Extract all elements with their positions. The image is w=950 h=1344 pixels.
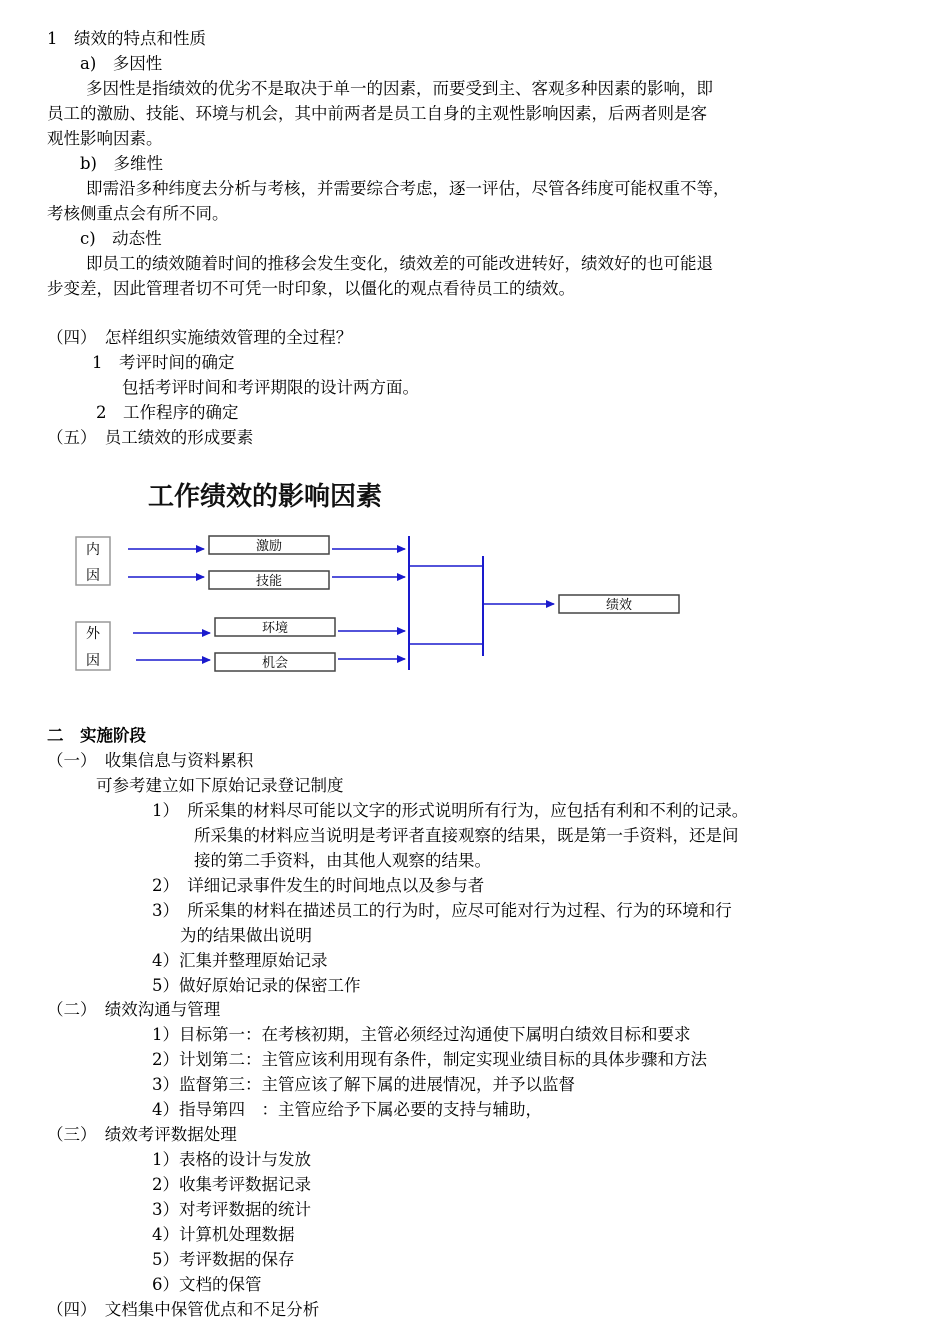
paragraph-line: 即需沿多种纬度去分析与考核，并需要综合考虑，逐一评估，尽管各纬度可能权重不等， bbox=[86, 179, 730, 198]
list-item: 1）表格的设计与发放 bbox=[152, 1150, 311, 1169]
list-item: 3） 所采集的材料在描述员工的行为时，应尽可能对行为过程、行为的环境和行 bbox=[152, 901, 732, 920]
list-item: 2）计划第二：主管应该利用现有条件，制定实现业绩目标的具体步骤和方法 bbox=[152, 1050, 707, 1069]
list-item: 6）文档的保管 bbox=[152, 1275, 262, 1294]
paragraph-line: 员工的激励、技能、环境与机会，其中前两者是员工自身的主观性影响因素，后两者则是客 bbox=[47, 104, 707, 123]
section-heading: （四） 怎样组织实施绩效管理的全过程？ bbox=[47, 328, 353, 347]
subheading-b: b) 多维性 bbox=[80, 154, 163, 173]
section-heading: （五） 员工绩效的形成要素 bbox=[47, 428, 254, 447]
paragraph-line: 步变差，因此管理者切不可凭一时印象，以僵化的观点看待员工的绩效。 bbox=[47, 279, 575, 298]
list-item: 2） 详细记录事件发生的时间地点以及参与者 bbox=[152, 876, 485, 895]
subheading-a: a) 多因性 bbox=[80, 54, 163, 73]
paragraph-line: 即员工的绩效随着时间的推移会发生变化，绩效差的可能改进转好，绩效好的也可能退 bbox=[86, 254, 713, 273]
box-performance-label: 绩效 bbox=[605, 598, 633, 613]
section-heading: （三） 绩效考评数据处理 bbox=[47, 1125, 237, 1144]
list-item: 5）考评数据的保存 bbox=[152, 1250, 295, 1269]
list-item-cont: 接的第二手资料，由其他人观察的结果。 bbox=[194, 851, 491, 870]
paragraph-line: 多因性是指绩效的优劣不是取决于单一的因素，而要受到主、客观多种因素的影响，即 bbox=[86, 79, 713, 98]
list-item: 3）监督第三：主管应该了解下属的进展情况，并予以监督 bbox=[152, 1075, 575, 1094]
paragraph-line: 观性影响因素。 bbox=[47, 129, 163, 148]
inner-label-1: 内 bbox=[86, 542, 100, 558]
section-heading: （一） 收集信息与资料累积 bbox=[47, 751, 254, 770]
list-item: 4）指导第四 ：主管应给予下属必要的支持与辅助， bbox=[152, 1100, 542, 1119]
part-heading: 二 实施阶段 bbox=[47, 726, 146, 745]
list-item-desc: 包括考评时间和考评期限的设计两方面。 bbox=[122, 378, 419, 397]
box-motivation-label: 激励 bbox=[255, 539, 283, 554]
list-item: 1）目标第一：在考核初期，主管必须经过沟通使下属明白绩效目标和要求 bbox=[152, 1025, 691, 1044]
list-item: 5）做好原始记录的保密工作 bbox=[152, 976, 361, 995]
list-item-cont: 为的结果做出说明 bbox=[180, 926, 312, 945]
outer-label-2: 因 bbox=[86, 653, 100, 669]
list-item: 2）收集考评数据记录 bbox=[152, 1175, 311, 1194]
paragraph-line: 可参考建立如下原始记录登记制度 bbox=[96, 776, 344, 795]
diagram-title: 工作绩效的影响因素 bbox=[148, 482, 383, 512]
list-item-cont: 所采集的材料应当说明是考评者直接观察的结果，既是第一手资料，还是间 bbox=[194, 826, 739, 845]
outer-label-1: 外 bbox=[86, 626, 100, 642]
box-environment-label: 环境 bbox=[261, 621, 289, 636]
inner-label-2: 因 bbox=[86, 568, 100, 584]
list-item: 4）计算机处理数据 bbox=[152, 1225, 295, 1244]
performance-factors-diagram bbox=[60, 470, 700, 695]
section-heading: （二） 绩效沟通与管理 bbox=[47, 1000, 221, 1019]
box-opportunity-label: 机会 bbox=[261, 656, 289, 671]
list-item: 1 考评时间的确定 bbox=[92, 353, 235, 372]
section-heading: 1 绩效的特点和性质 bbox=[47, 29, 206, 48]
subheading-c: c) 动态性 bbox=[80, 229, 162, 248]
section-heading: （四） 文档集中保管优点和不足分析 bbox=[47, 1300, 320, 1319]
list-item: 3）对考评数据的统计 bbox=[152, 1200, 311, 1219]
list-item: 4）汇集并整理原始记录 bbox=[152, 951, 328, 970]
list-item: 2 工作程序的确定 bbox=[96, 403, 239, 422]
box-skill-label: 技能 bbox=[255, 574, 283, 589]
list-item: 1） 所采集的材料尽可能以文字的形式说明所有行为，应包括有利和不利的记录。 bbox=[152, 801, 749, 820]
paragraph-line: 考核侧重点会有所不同。 bbox=[47, 204, 229, 223]
